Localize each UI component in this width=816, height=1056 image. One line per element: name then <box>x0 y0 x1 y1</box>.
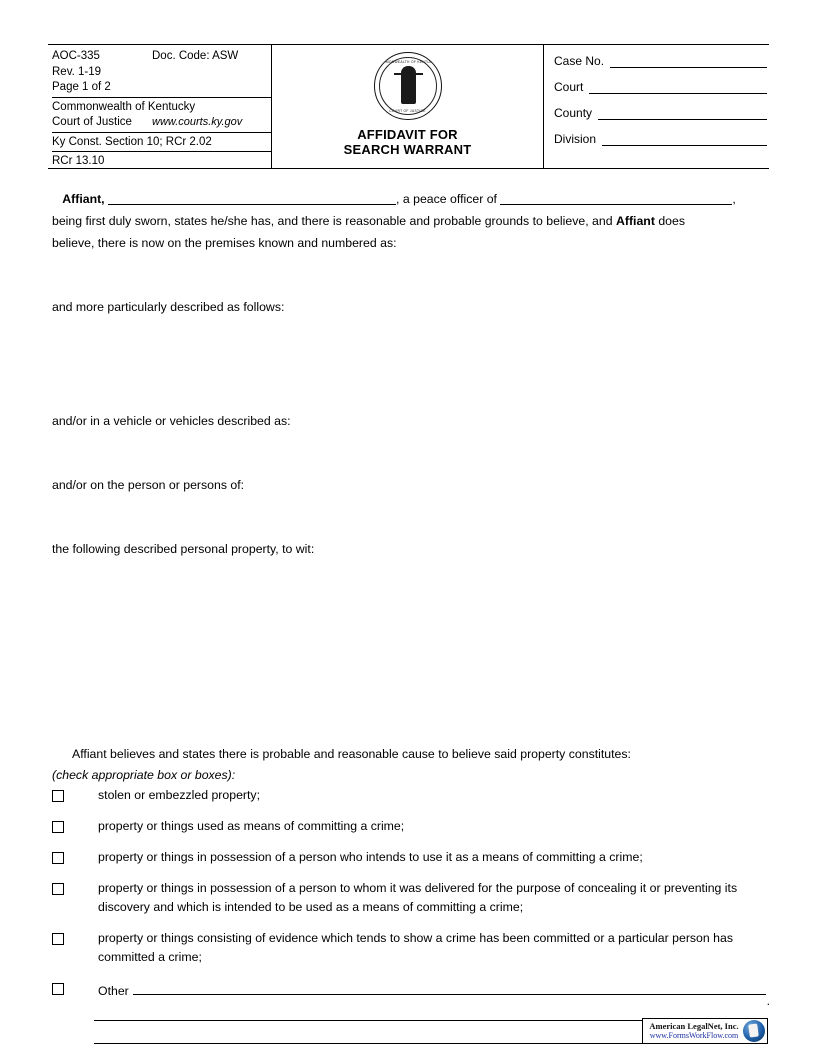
header-center-block <box>272 45 544 168</box>
affiant-line-2 <box>52 210 766 232</box>
case-number-row <box>554 54 767 68</box>
checklist-item[interactable] <box>52 786 766 805</box>
property-checklist <box>52 786 766 1044</box>
court-of-justice-label: Court of Justice <box>52 116 132 128</box>
seal-figure <box>401 66 416 104</box>
footer-company-name: American LegalNet, Inc. <box>649 1021 739 1031</box>
affiant-line-1 <box>52 188 766 210</box>
checklist-item[interactable] <box>52 879 766 917</box>
header-left-block <box>48 45 272 168</box>
line-end-comma: , <box>732 192 736 206</box>
division-label: Division <box>554 132 597 146</box>
affiant-paragraph <box>52 188 766 254</box>
affiant-label: Affiant, <box>62 192 105 206</box>
doc-code: Doc. Code: ASW <box>152 50 239 62</box>
trailing-period: . <box>766 994 770 1008</box>
checklist-item[interactable] <box>52 817 766 836</box>
probable-cause-block <box>52 744 766 786</box>
other-input-line-1[interactable] <box>133 981 766 995</box>
header-divider-1 <box>52 97 271 98</box>
person-label: and/or on the person or persons of: <box>52 478 245 492</box>
other-first-line <box>98 981 766 998</box>
division-input[interactable] <box>602 133 767 146</box>
form-title <box>272 127 543 157</box>
revision: Rev. 1-19 <box>52 65 102 78</box>
citation-line-2: RCr 13.10 <box>52 155 105 167</box>
checklist-item-label: property or things used as means of committing a crime; <box>98 819 405 833</box>
checklist-item[interactable] <box>52 929 766 967</box>
commonwealth-label: Commonwealth of Kentucky <box>52 100 196 113</box>
checklist-item-label: property or things in possession of a person to whom it was delivered for the purpose of concealing it or preventing its discovery and which is intended to be used as a means of committing a crime; <box>98 881 738 914</box>
affiant-line-3: believe, there is now on the premises known and numbered as: <box>52 236 397 250</box>
checklist-item-label: property or things consisting of evidence which tends to show a crime has been committed or a particular person has committed a crime; <box>98 931 733 964</box>
court-label: Court <box>554 80 584 94</box>
checklist-item[interactable] <box>52 848 766 867</box>
probable-statement: Affiant believes and states there is probable and reasonable cause to believe said property constitutes: <box>72 747 631 761</box>
header-divider-3 <box>52 151 271 152</box>
seal-arc-bottom-text: COURT OF JUSTICE <box>389 109 426 113</box>
county-label: County <box>554 106 593 120</box>
court-input[interactable] <box>589 81 767 94</box>
form-title-line-1: AFFIDAVIT FOR <box>357 127 458 142</box>
county-input[interactable] <box>598 107 767 120</box>
more-particularly-label: and more particularly described as follows: <box>52 300 285 314</box>
division-row <box>554 132 767 146</box>
seal-arc-top-text: COMMONWEALTH OF KENTUCKY <box>377 60 438 64</box>
form-number: AOC-335 <box>52 50 100 62</box>
form-title-line-2: SEARCH WARRANT <box>343 142 472 157</box>
court-website: www.courts.ky.gov <box>152 116 243 128</box>
county-row <box>554 106 767 120</box>
case-number-input[interactable] <box>610 55 767 68</box>
checkbox-icon[interactable] <box>52 852 64 864</box>
checkbox-icon[interactable] <box>52 983 64 995</box>
checkbox-icon[interactable] <box>52 933 64 945</box>
footer-website[interactable]: www.FormsWorkFlow.com <box>649 1031 739 1040</box>
legalnet-badge-icon <box>743 1020 765 1042</box>
court-row <box>554 80 767 94</box>
checklist-item-other[interactable] <box>52 979 766 998</box>
checkbox-icon[interactable] <box>52 883 64 895</box>
checklist-item-label: stolen or embezzled property; <box>98 788 260 802</box>
check-note: (check appropriate box or boxes): <box>52 768 236 782</box>
sworn-text-2: does <box>654 214 686 228</box>
vehicle-label: and/or in a vehicle or vehicles described as: <box>52 414 291 428</box>
affiant-name-input[interactable] <box>108 191 396 205</box>
header-right-block <box>544 45 769 168</box>
case-number-label: Case No. <box>554 54 605 68</box>
checkbox-icon[interactable] <box>52 821 64 833</box>
peace-officer-text: , a peace officer of <box>396 192 497 206</box>
citation-line-1: Ky Const. Section 10; RCr 2.02 <box>52 135 212 148</box>
other-entry <box>98 981 766 998</box>
checklist-item-label: property or things in possession of a person who intends to use it as a means of committing a crime; <box>98 850 643 864</box>
footer-logo-text <box>643 1021 743 1041</box>
kentucky-seal-icon <box>374 52 442 120</box>
header-divider-2 <box>52 132 271 133</box>
american-legalnet-logo <box>642 1018 768 1044</box>
checkbox-icon[interactable] <box>52 790 64 802</box>
other-label: Other <box>98 984 129 998</box>
form-number-row <box>52 49 271 65</box>
form-header <box>48 44 769 169</box>
page-number: Page 1 of 2 <box>52 81 111 93</box>
sworn-text-1: being first duly sworn, states he/she has, and there is reasonable and probable grounds to believe, and <box>52 214 616 228</box>
affiant-bold: Affiant <box>615 214 655 228</box>
court-of-justice-row <box>52 115 271 131</box>
property-label: the following described personal property, to wit: <box>52 542 315 556</box>
agency-input[interactable] <box>500 191 732 205</box>
